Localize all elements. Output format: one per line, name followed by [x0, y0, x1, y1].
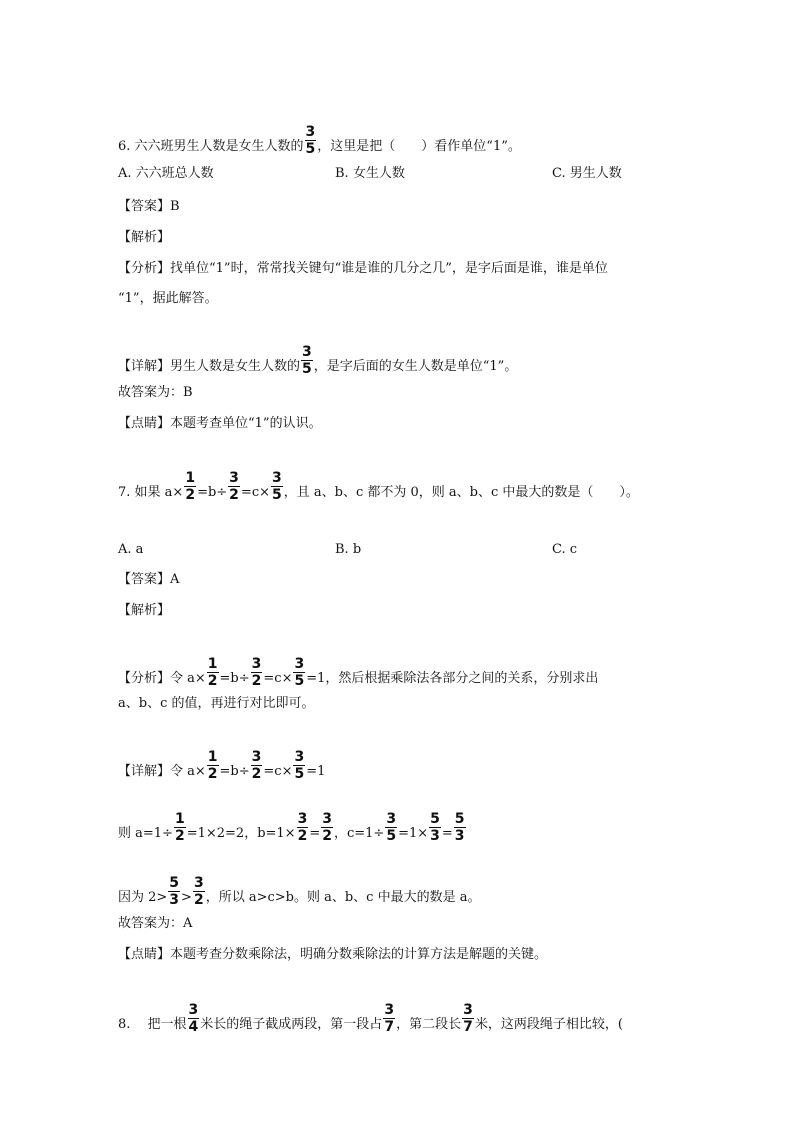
fraction: $\frac{3}{7}$	[384, 1002, 395, 1035]
fraction: $\frac{3}{7}$	[463, 1002, 473, 1035]
fraction: $\frac{3}{2}$	[229, 470, 239, 503]
q6-fenxi-line2: “1”，据此解答。	[118, 291, 218, 306]
fraction: $\frac{1}{2}$	[207, 656, 218, 689]
fraction: $\frac{3}{5}$	[294, 749, 305, 782]
q7-option-b: B. b	[335, 542, 362, 557]
q7-fenxi-line2: a、b、c 的值，再进行对比即可。	[118, 696, 315, 711]
fraction: $\frac{1}{2}$	[207, 749, 218, 782]
fraction: $\frac{3}{5}$	[294, 656, 305, 689]
q7-ze: 则 a=1÷ $\frac{1}{2}$ =1×2=2，b=1× $\frac{3}{2}$ = $\frac{3}{2}$ ，c=1÷ $\frac{3}{5}$ =1× $\frac{5}{3}$ = $\frac{5}{3}$	[118, 811, 465, 844]
q6-final-answer: 故答案为：B	[118, 385, 193, 400]
fraction: $\frac{3}{2}$	[193, 875, 204, 908]
q6-option-a: A. 六六班总人数	[118, 166, 214, 181]
q7-option-c: C. c	[552, 542, 578, 557]
q7-analysis-head: 【解析】	[118, 603, 171, 618]
q6-stem: 6. 六六班男生人数是女生人数的 $\frac{3}{5}$ ，这里是把（ ）看作单位“1”。	[118, 124, 521, 157]
fraction: $\frac{5}{3}$	[169, 875, 180, 908]
q6-option-c: C. 男生人数	[552, 166, 622, 181]
q6-option-b: B. 女生人数	[335, 166, 405, 181]
fraction: $\frac{3}{2}$	[297, 811, 308, 844]
q7-xiangjie: 【详解】令 a× $\frac{1}{2}$ =b÷ $\frac{3}{2}$ =c× $\frac{3}{5}$ =1	[118, 749, 326, 782]
q6-dianjing: 【点睛】本题考查单位“1”的认识。	[118, 416, 322, 431]
fraction: $\frac{3}{2}$	[251, 656, 262, 689]
fraction: $\frac{3}{5}$	[302, 344, 312, 377]
q6-fenxi-line1: 【分析】找单位“1”时，常常找关键句“谁是谁的几分之几”，是字后面是谁，谁是单位	[118, 261, 608, 276]
q7-dianjing: 【点睛】本题考查分数乘除法，明确分数乘除法的计算方法是解题的关键。	[118, 947, 548, 962]
fraction: $\frac{3}{5}$	[272, 470, 282, 503]
q7-option-a: A. a	[118, 542, 144, 557]
q6-analysis-head: 【解析】	[118, 230, 171, 245]
q7-stem: 7. 如果 a× $\frac{1}{2}$ =b÷ $\frac{3}{2}$ =c× $\frac{3}{5}$ ，且 a、b、c 都不为 0，则 a、b、c 中最大的数是（ ）。	[118, 470, 639, 503]
fraction: $\frac{5}{3}$	[454, 811, 465, 844]
q6-xiangjie: 【详解】男生人数是女生人数的 $\frac{3}{5}$ ，是字后面的女生人数是单位“1”。	[118, 344, 518, 377]
q7-answer: 【答案】A	[118, 572, 180, 587]
fraction: $\frac{3}{2}$	[251, 749, 262, 782]
fraction: $\frac{5}{3}$	[430, 811, 440, 844]
fraction: $\frac{3}{4}$	[188, 1002, 199, 1035]
q8-stem: 8. 把一根 $\frac{3}{4}$ 米长的绳子截成两段，第一段占 $\frac{3}{7}$ ，第二段长 $\frac{3}{7}$ 米，这两段绳子相比较，(	[118, 1002, 623, 1035]
fraction: $\frac{3}{2}$	[322, 811, 332, 844]
q7-yinwei: 因为 2> $\frac{5}{3}$ > $\frac{3}{2}$ ，所以 a>c>b。则 a、b、c 中最大的数是 a。	[118, 875, 481, 908]
q7-fenxi-line1: 【分析】令 a× $\frac{1}{2}$ =b÷ $\frac{3}{2}$ =c× $\frac{3}{5}$ =1，然后根据乘除法各部分之间的关系，分别求出	[118, 656, 599, 689]
fraction: $\frac{3}{5}$	[305, 124, 316, 157]
fraction: $\frac{1}{2}$	[174, 811, 185, 844]
fraction: $\frac{1}{2}$	[185, 470, 196, 503]
q7-final-answer: 故答案为：A	[118, 916, 193, 931]
fraction: $\frac{3}{5}$	[386, 811, 397, 844]
q6-answer: 【答案】B	[118, 199, 180, 214]
